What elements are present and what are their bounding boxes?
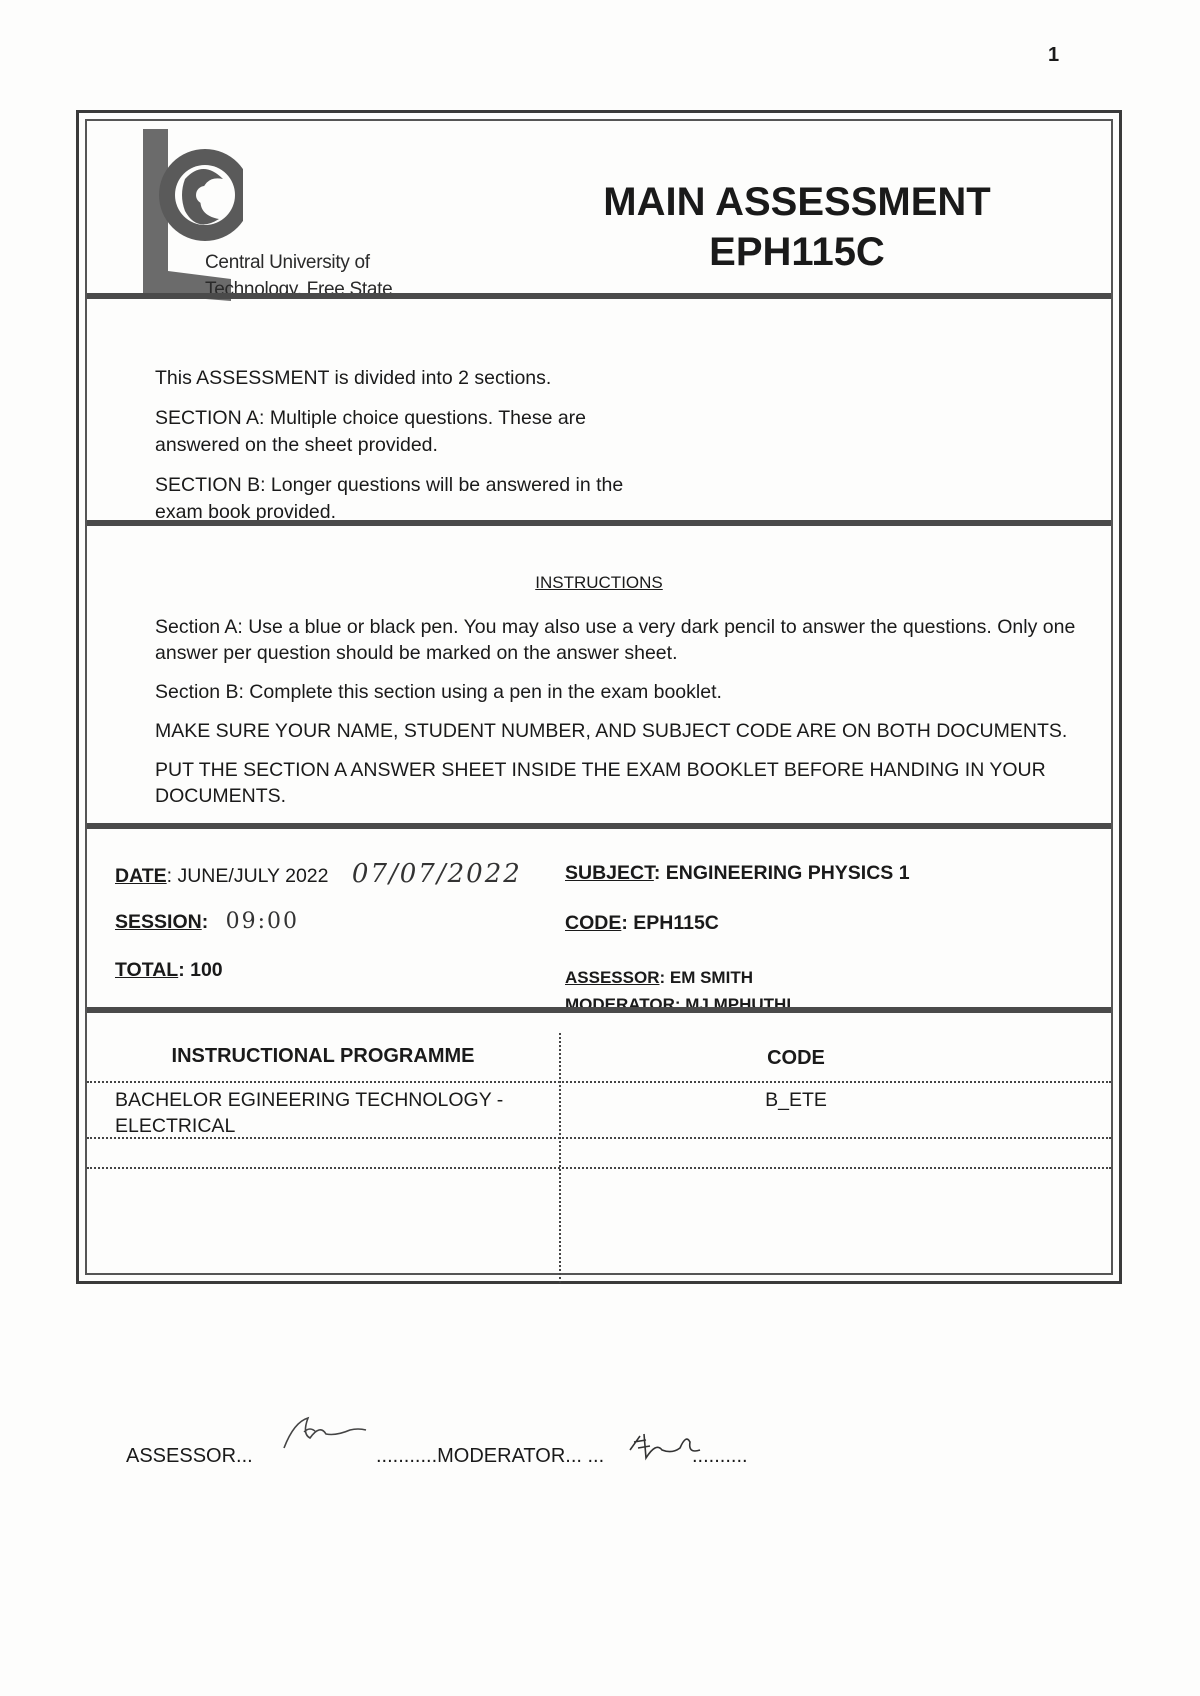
session-label: SESSION xyxy=(115,911,202,933)
subject-label: SUBJECT xyxy=(565,862,654,884)
code-label: CODE xyxy=(565,912,622,934)
cover-inner-frame xyxy=(85,119,1113,1275)
instruction-item: Section A: Use a blue or black pen. You may also use a very dark pencil to answer the questions. Only one answer per question should be marked on the answer sheet. xyxy=(155,616,1076,664)
date-value: : JUNE/JULY 2022 xyxy=(166,865,329,887)
table-cell-programme: BACHELOR EGINEERING TECHNOLOGY - ELECTRICAL xyxy=(115,1089,504,1137)
signature-trailing-dots: .......... xyxy=(692,1445,748,1467)
instructions-divider xyxy=(87,823,1111,829)
session-field xyxy=(115,909,299,934)
table-row-line xyxy=(87,1167,1111,1169)
table-header-code: CODE xyxy=(767,1047,825,1069)
assessment-title-line1: MAIN ASSESSMENT xyxy=(603,180,991,224)
details-divider xyxy=(87,1007,1111,1013)
assessor-signature-label: ASSESSOR... xyxy=(126,1445,253,1467)
moderator-label: MODERATOR xyxy=(565,995,675,1014)
university-name-line1: Central University of xyxy=(205,252,370,273)
university-name-line2: Technology, Free State xyxy=(205,279,393,300)
subject-field xyxy=(565,862,910,885)
assessor-label: ASSESSOR xyxy=(565,968,660,987)
table-column-divider xyxy=(559,1033,561,1283)
moderator-signature-label: ...........MODERATOR... ... xyxy=(376,1445,605,1467)
intro-paragraph: SECTION B: Longer questions will be answered in the exam book provided. xyxy=(155,474,624,523)
moderator-value: : MJ MPHUTHI xyxy=(674,995,792,1014)
intro-section xyxy=(155,365,625,539)
assessor-value: : EM SMITH xyxy=(659,968,753,987)
table-row-line xyxy=(87,1081,1111,1083)
instructions-list xyxy=(155,614,1105,822)
date-field xyxy=(115,859,522,889)
code-value: : EPH115C xyxy=(621,912,719,934)
code-field xyxy=(565,912,719,935)
header-divider xyxy=(87,293,1111,299)
assessor-field xyxy=(565,968,753,988)
session-colon: : xyxy=(201,911,209,933)
table-row-line xyxy=(87,1137,1111,1139)
instruction-item: MAKE SURE YOUR NAME, STUDENT NUMBER, AND SUBJECT CODE ARE ON BOTH DOCUMENTS. xyxy=(155,720,1068,742)
intro-divider xyxy=(87,520,1111,526)
total-value: : 100 xyxy=(178,959,223,981)
table-cell-code: B_ETE xyxy=(765,1089,827,1111)
page-number: 1 xyxy=(1048,44,1060,66)
assessor-signature xyxy=(280,1412,370,1452)
date-handwritten: 07/07/2022 xyxy=(351,859,522,889)
assessment-title-line2: EPH115C xyxy=(709,230,885,274)
programme-table xyxy=(87,1033,1111,1283)
table-header-programme: INSTRUCTIONAL PROGRAMME xyxy=(171,1045,475,1067)
session-handwritten: 09:00 xyxy=(225,909,300,934)
date-label: DATE xyxy=(115,865,167,887)
assessment-title xyxy=(527,177,1067,277)
instruction-item: Section B: Complete this section using a pen in the exam booklet. xyxy=(155,681,722,703)
subject-value: : ENGINEERING PHYSICS 1 xyxy=(653,862,910,884)
intro-paragraph: SECTION A: Multiple choice questions. These are answered on the sheet provided. xyxy=(155,407,587,456)
total-label: TOTAL xyxy=(115,959,179,981)
intro-paragraph: This ASSESSMENT is divided into 2 sections. xyxy=(155,367,552,389)
instructions-heading: INSTRUCTIONS xyxy=(535,573,663,592)
total-field xyxy=(115,959,223,982)
cover-frame xyxy=(76,110,1122,1284)
instruction-item: PUT THE SECTION A ANSWER SHEET INSIDE THE EXAM BOOKLET BEFORE HANDING IN YOUR DOCUMENTS. xyxy=(155,759,1046,807)
